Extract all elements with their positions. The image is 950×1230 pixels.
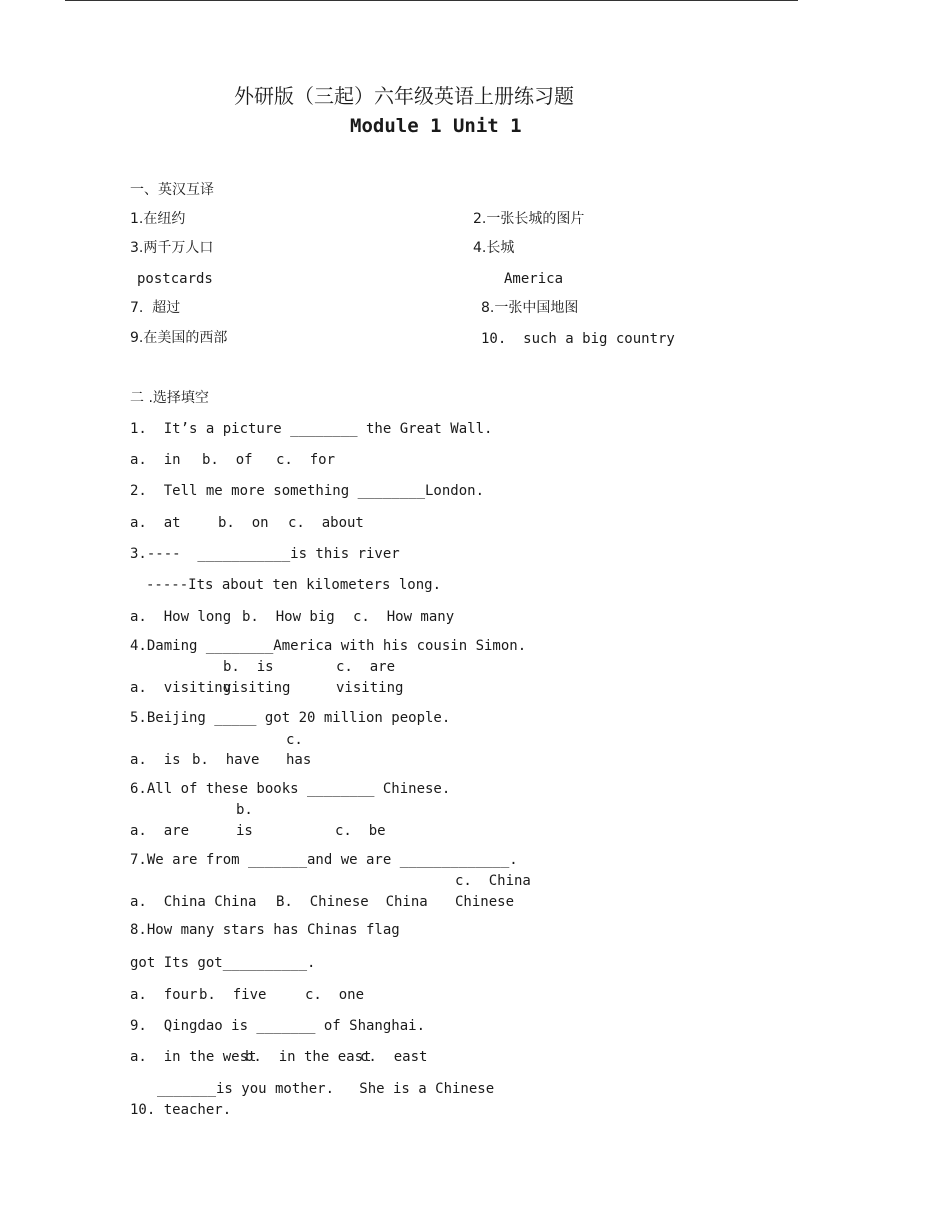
q7-option-b: B. Chinese China <box>276 894 428 910</box>
q1-stem: 1. It’s a picture ________ the Great Wall. <box>130 421 493 437</box>
q1-option-c: c. for <box>276 452 336 468</box>
s1-item-4: 4.长城 <box>473 240 515 256</box>
title-chinese: 外研版（三起）六年级英语上册练习题 <box>234 84 574 108</box>
q1-option-a: a. in <box>130 452 181 468</box>
q2-stem: 2. Tell me more something ________London. <box>130 483 485 499</box>
q5-option-b: b. have <box>192 752 260 768</box>
q3-stem: 3.---- ___________is this river <box>130 546 400 562</box>
q6-stem: 6.All of these books ________ Chinese. <box>130 781 451 797</box>
q7-option-c-word: Chinese <box>455 894 515 910</box>
q8-stem: 8.How many stars has Chinas flag <box>130 922 400 938</box>
s1-item-1: 1.在纽约 <box>130 211 186 227</box>
q4-option-c-word: visiting <box>336 680 404 696</box>
top-rule <box>65 0 798 1</box>
q2-option-c: c. about <box>288 515 364 531</box>
q9-option-a: a. in the west <box>130 1049 257 1065</box>
q10-line2: 10. teacher. <box>130 1102 232 1118</box>
q3-option-a: a. How long <box>130 609 232 625</box>
s1-item-6: America <box>504 271 564 287</box>
q2-option-a: a. at <box>130 515 181 531</box>
q4-option-c: c. are <box>336 659 396 675</box>
q6-option-b: b. <box>236 802 253 818</box>
q8-option-a: a. four <box>130 987 198 1003</box>
q4-stem: 4.Daming ________America with his cousin Simon. <box>130 638 527 654</box>
s1-item-5: postcards <box>137 271 213 287</box>
q4-option-a: a. visiting <box>130 680 232 696</box>
s1-item-2: 2.一张长城的图片 <box>473 211 585 227</box>
q3-option-b: b. How big <box>242 609 335 625</box>
q6-option-a: a. are <box>130 823 190 839</box>
q3-line2: -----Its about ten kilometers long. <box>146 577 442 593</box>
q8-option-c: c. one <box>305 987 365 1003</box>
q4-option-b: b. is <box>223 659 274 675</box>
q6-option-b-word: is <box>236 823 253 839</box>
section1-heading: 一、英汉互译 <box>130 182 214 198</box>
s1-item-7: 7. 超过 <box>130 300 181 316</box>
q4-option-b-word: visiting <box>223 680 291 696</box>
s1-item-3: 3.两千万人口 <box>130 240 214 256</box>
q10-stem: _______is you mother. She is a Chinese <box>157 1081 495 1097</box>
q7-option-c: c. China <box>455 873 531 889</box>
q5-option-c-word: has <box>286 752 312 768</box>
q5-option-c: c. <box>286 732 303 748</box>
q8-option-b: b. five <box>199 987 267 1003</box>
q9-option-c: c. east <box>360 1049 428 1065</box>
q2-option-b: b. on <box>218 515 269 531</box>
q6-option-c: c. be <box>335 823 386 839</box>
title-english: Module 1 Unit 1 <box>350 115 522 137</box>
q5-stem: 5.Beijing _____ got 20 million people. <box>130 710 451 726</box>
q7-option-a: a. China China <box>130 894 257 910</box>
q8-line2: got Its got__________. <box>130 955 316 971</box>
q5-option-a: a. is <box>130 752 181 768</box>
section2-heading: 二 .选择填空 <box>130 390 209 406</box>
q3-option-c: c. How many <box>353 609 455 625</box>
s1-item-9: 9.在美国的西部 <box>130 330 228 346</box>
q9-option-b: b. in the east <box>245 1049 372 1065</box>
s1-item-10: 10. such a big country <box>481 331 675 347</box>
s1-item-8: 8.一张中国地图 <box>481 300 579 316</box>
q1-option-b: b. of <box>202 452 253 468</box>
q9-stem: 9. Qingdao is _______ of Shanghai. <box>130 1018 426 1034</box>
q7-stem: 7.We are from _______and we are _____________. <box>130 852 518 868</box>
